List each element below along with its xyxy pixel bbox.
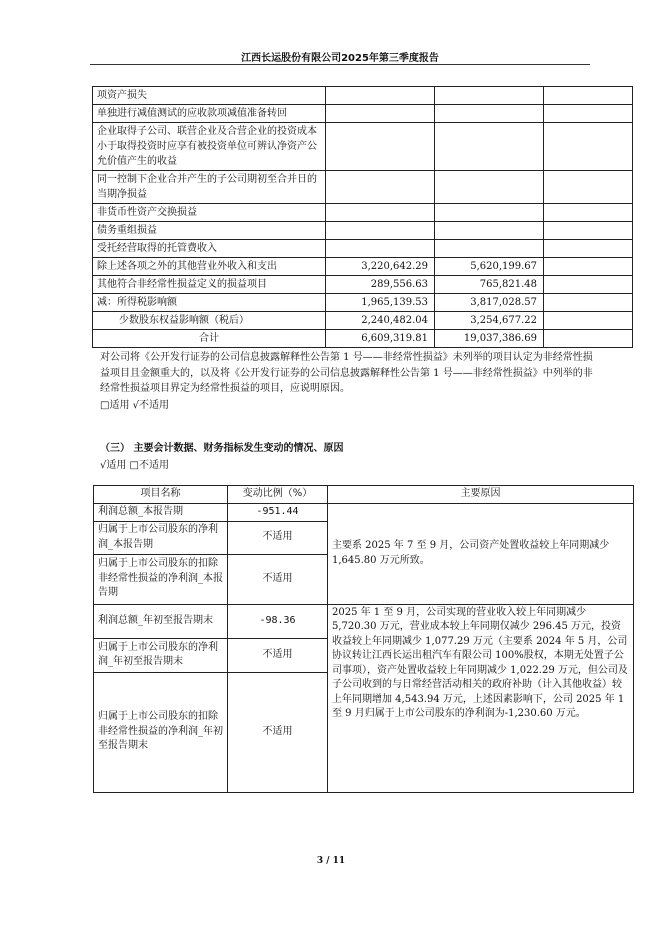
- non-recurring-gains-table: [92, 86, 633, 348]
- note-cell: [544, 312, 633, 330]
- note-cell: [544, 222, 633, 240]
- item-cell: 单独进行减值测试的应收款项减值准备转回: [93, 105, 326, 123]
- table-row: [94, 503, 634, 521]
- current-period-cell: [326, 204, 435, 222]
- note-cell: [544, 171, 633, 204]
- note-cell: [544, 105, 633, 123]
- table-row: [93, 123, 633, 171]
- table-row: [93, 240, 633, 258]
- table-row: [93, 204, 633, 222]
- table-row: [93, 171, 633, 204]
- note-cell: [544, 87, 633, 105]
- note-cell: [544, 240, 633, 258]
- ytd-cell: [435, 240, 544, 258]
- note-cell: [544, 276, 633, 294]
- ytd-cell: [435, 123, 544, 171]
- item-name-cell: 归属于上市公司股东的扣除非经常性损益的净利润_年初至报告期末: [94, 672, 228, 792]
- current-period-cell: 6,609,319.81: [326, 330, 435, 348]
- current-period-cell: [326, 171, 435, 204]
- table-row: [93, 276, 633, 294]
- current-period-cell: 1,965,139.53: [326, 294, 435, 312]
- item-cell: 少数股东权益影响额（税后）: [93, 312, 326, 330]
- note-cell: [544, 294, 633, 312]
- ytd-cell: [435, 105, 544, 123]
- item-cell: 同一控制下企业合并产生的子公司期初至合并日的当期净损益: [93, 171, 326, 204]
- table-row: [93, 222, 633, 240]
- note-cell: [544, 123, 633, 171]
- table-total-row: [93, 330, 633, 348]
- change-ratio-cell: 不适用: [228, 672, 328, 792]
- item-name-cell: 归属于上市公司股东的净利润_本报告期: [94, 521, 228, 554]
- table-row: [93, 294, 633, 312]
- change-ratio-cell: -951.44: [228, 503, 328, 521]
- change-ratio-cell: 不适用: [228, 521, 328, 554]
- current-period-cell: [326, 240, 435, 258]
- reason-cell: 主要系 2025 年 7 至 9 月，公司资产处置收益较上年同期减少 1,645.80 万元所致。: [328, 503, 634, 604]
- change-ratio-cell: -98.36: [228, 604, 328, 638]
- item-name-cell: 归属于上市公司股东的扣除非经常性损益的净利润_本报告期: [94, 554, 228, 604]
- note-cell: [544, 330, 633, 348]
- disclosure-note: 对公司将《公开发行证券的公司信息披露解释性公告第 1 号——非经常性损益》未列举的项目认定为非经常性损益项目且金额重大的，以及将《公开发行证券的公司信息披露解释性公告第 1 号——非经常性损益》中列举的非经常性损益项目界定为经常性损益的项目，应说明原因。: [100, 352, 593, 394]
- page-number: 3 / 11: [316, 856, 346, 866]
- table-row: [94, 604, 634, 638]
- current-period-cell: [326, 222, 435, 240]
- applicability-check: □适用 √不适用: [100, 400, 169, 411]
- ytd-cell: 3,254,677.22: [435, 312, 544, 330]
- table-row: [93, 312, 633, 330]
- current-period-cell: [326, 123, 435, 171]
- item-cell: 受托经营取得的托管费收入: [93, 240, 326, 258]
- table-row: [93, 87, 633, 105]
- ytd-cell: [435, 222, 544, 240]
- ytd-cell: 765,821.48: [435, 276, 544, 294]
- current-period-cell: [326, 87, 435, 105]
- ytd-cell: [435, 204, 544, 222]
- table-row: [93, 105, 633, 123]
- ytd-cell: [435, 87, 544, 105]
- item-name-cell: 归属于上市公司股东的净利润_年初至报告期末: [94, 638, 228, 672]
- item-name-cell: 利润总额_年初至报告期末: [94, 604, 228, 638]
- current-period-cell: 2,240,482.04: [326, 312, 435, 330]
- page-header-title: 江西长运股份有限公司2025年第三季度报告: [241, 53, 439, 64]
- header-divider: [90, 64, 590, 65]
- indicator-change-table: [93, 485, 634, 793]
- note-cell: [544, 204, 633, 222]
- current-period-cell: 289,556.63: [326, 276, 435, 294]
- current-period-cell: [326, 105, 435, 123]
- change-ratio-cell: 不适用: [228, 638, 328, 672]
- column-header: 变动比例（%）: [228, 486, 328, 504]
- table-header-row: [94, 486, 634, 504]
- note-cell: [544, 258, 633, 276]
- table-row: [93, 258, 633, 276]
- item-cell: 其他符合非经常性损益定义的损益项目: [93, 276, 326, 294]
- item-cell: 除上述各项之外的其他营业外收入和支出: [93, 258, 326, 276]
- item-cell: 非货币性资产交换损益: [93, 204, 326, 222]
- current-period-cell: 3,220,642.29: [326, 258, 435, 276]
- total-label-cell: 合计: [93, 330, 326, 348]
- column-header: 主要原因: [328, 486, 634, 504]
- item-cell: 债务重组损益: [93, 222, 326, 240]
- change-ratio-cell: 不适用: [228, 554, 328, 604]
- item-cell: 减：所得税影响额: [93, 294, 326, 312]
- item-cell: 企业取得子公司、联营企业及合营企业的投资成本小于取得投资时应享有被投资单位可辨认净资产公允价值产生的收益: [93, 123, 326, 171]
- item-cell: 项资产损失: [93, 87, 326, 105]
- ytd-cell: 19,037,386.69: [435, 330, 544, 348]
- ytd-cell: 3,817,028.57: [435, 294, 544, 312]
- ytd-cell: 5,620,199.67: [435, 258, 544, 276]
- section-title: （三） 主要会计数据、财务指标发生变动的情况、原因: [100, 443, 344, 454]
- applicability-check: √适用 □不适用: [100, 460, 169, 471]
- item-name-cell: 利润总额_本报告期: [94, 503, 228, 521]
- column-header: 项目名称: [94, 486, 228, 504]
- reason-cell: 2025 年 1 至 9 月，公司实现的营业收入较上年同期减少 5,720.30 万元，营业成本较上年同期仅减少 296.45 万元，投资收益较上年同期减少 1,077.29 万元（主要系 2024 年 5 月，公司协议转让江西长运出租汽车有限公司 100%股权，本期无处置子公司事项），资产处置收益较上年同期减少 1,022.29 万元，但公司及子公司收到的与日常经营活动相关的政府补助（计入其他收益）较上年同期增加 4,543.94 万元，上述因素影响下，公司 2025 年 1 至 9 月归属于上市公司股东的净利润为-1,230.60 万元。: [328, 604, 634, 792]
- ytd-cell: [435, 171, 544, 204]
